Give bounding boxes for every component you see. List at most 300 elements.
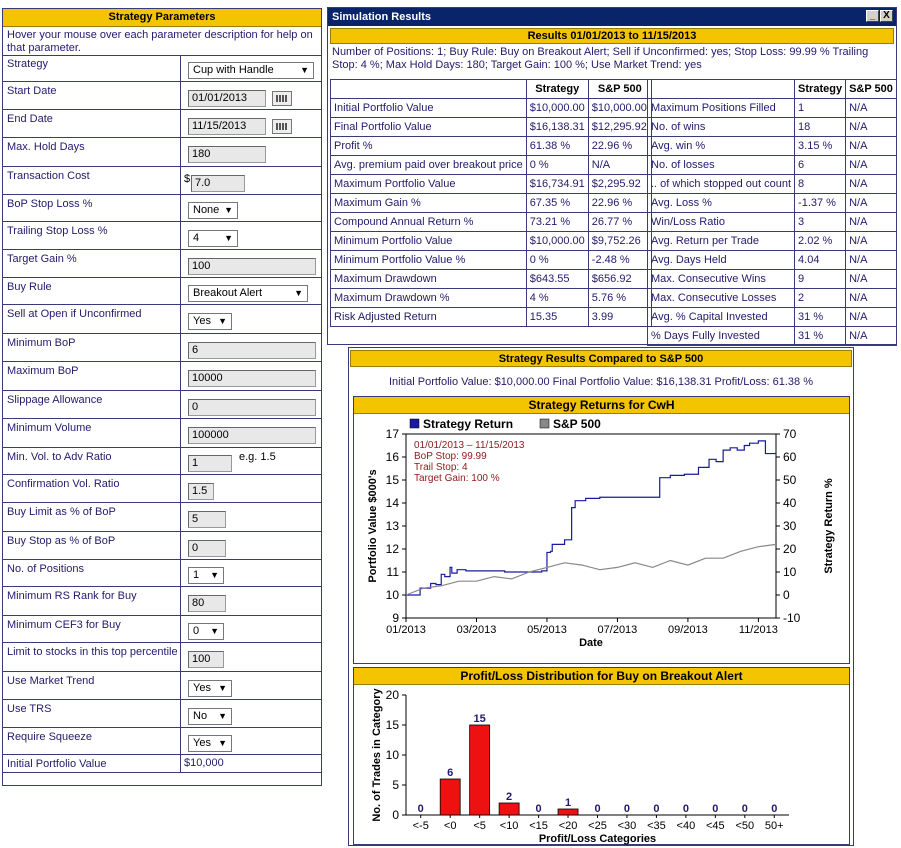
param-row-start-date bbox=[3, 82, 321, 110]
results-table-left bbox=[330, 79, 652, 327]
select-value: Yes bbox=[193, 315, 211, 327]
param-label: Confirmation Vol. Ratio bbox=[7, 478, 120, 490]
metric-value: $643.55 bbox=[526, 270, 588, 289]
metric-label: Max. Consecutive Wins bbox=[648, 270, 795, 289]
x-tick-label: <45 bbox=[706, 820, 725, 832]
metric-label: Maximum Drawdown bbox=[331, 270, 527, 289]
metric-value: N/A bbox=[846, 175, 897, 194]
maximum-bop-input[interactable]: 10000 bbox=[188, 370, 316, 387]
pl-distribution-chart-box bbox=[353, 667, 850, 845]
param-label: Minimum RS Rank for Buy bbox=[7, 590, 137, 602]
param-control-cell bbox=[180, 560, 322, 586]
table-row bbox=[331, 156, 652, 175]
table-row bbox=[648, 175, 897, 194]
metric-value: 2.02 % bbox=[795, 232, 846, 251]
metric-label: Initial Portfolio Value bbox=[331, 99, 527, 118]
param-row-no-of-positions bbox=[3, 560, 321, 587]
table-header-row bbox=[331, 80, 652, 99]
table-row bbox=[648, 289, 897, 308]
close-button[interactable]: X bbox=[880, 10, 893, 22]
no-of-positions-select[interactable] bbox=[188, 567, 224, 584]
param-label: Max. Hold Days bbox=[7, 141, 85, 153]
param-row-target-gain bbox=[3, 250, 321, 278]
metric-value: 31 % bbox=[795, 308, 846, 327]
param-label: Min. Vol. to Adv Ratio bbox=[7, 451, 112, 463]
bop-stop-loss-select[interactable] bbox=[188, 202, 238, 219]
metric-value: 6 bbox=[795, 156, 846, 175]
y-tick-label: 15 bbox=[385, 473, 399, 487]
param-row-confirmation-vol-ratio bbox=[3, 475, 321, 503]
column-header: S&P 500 bbox=[846, 80, 897, 99]
legend-label: S&P 500 bbox=[553, 417, 601, 431]
minimize-button[interactable]: _ bbox=[866, 10, 879, 22]
bar-chart-title: Profit/Loss Distribution for Buy on Breakout Alert bbox=[354, 668, 849, 685]
chevron-down-icon[interactable]: ▼ bbox=[218, 711, 227, 721]
table-row bbox=[331, 175, 652, 194]
strategy-select[interactable] bbox=[188, 62, 314, 79]
param-row-use-market-trend bbox=[3, 672, 321, 700]
metric-label: Maximum Gain % bbox=[331, 194, 527, 213]
metric-value: 31 % bbox=[795, 327, 846, 346]
metric-value: 0 % bbox=[526, 156, 588, 175]
metric-value: 61.38 % bbox=[526, 137, 588, 156]
metric-value: N/A bbox=[846, 213, 897, 232]
metric-value: $2,295.92 bbox=[588, 175, 651, 194]
x-tick-label: <35 bbox=[647, 820, 666, 832]
chevron-down-icon[interactable]: ▼ bbox=[218, 683, 227, 693]
buy-rule-select[interactable] bbox=[188, 285, 308, 302]
y-tick-label: 20 bbox=[385, 688, 399, 702]
param-control-cell bbox=[180, 362, 322, 390]
table-row bbox=[648, 232, 897, 251]
sim-window-title: Simulation Results bbox=[332, 11, 432, 23]
chevron-down-icon[interactable]: ▼ bbox=[300, 65, 309, 75]
param-control-cell bbox=[180, 532, 322, 559]
metric-value: 67.35 % bbox=[526, 194, 588, 213]
param-control-cell bbox=[180, 728, 322, 754]
sell-at-open-if-unconfirmed-select[interactable] bbox=[188, 313, 232, 330]
buy-limit-as-of-bop-input[interactable]: 5 bbox=[188, 511, 226, 528]
metric-value: $9,752.26 bbox=[588, 232, 651, 251]
column-header: S&P 500 bbox=[588, 80, 651, 99]
metric-label: Avg. % Capital Invested bbox=[648, 308, 795, 327]
param-label: No. of Positions bbox=[7, 563, 85, 575]
bar bbox=[470, 725, 490, 815]
table-row bbox=[331, 232, 652, 251]
results-table-right bbox=[647, 79, 897, 346]
metric-value: $10,000.00 bbox=[588, 99, 651, 118]
metric-label: Avg. premium paid over breakout price bbox=[331, 156, 527, 175]
simulation-results-window bbox=[327, 7, 897, 345]
chevron-down-icon[interactable]: ▼ bbox=[210, 570, 219, 580]
metric-label: % Days Fully Invested bbox=[648, 327, 795, 346]
metric-label: Final Portfolio Value bbox=[331, 118, 527, 137]
param-label: Use Market Trend bbox=[7, 675, 95, 687]
metric-value: N/A bbox=[846, 327, 897, 346]
target-gain-input[interactable]: 100 bbox=[188, 258, 316, 275]
minimum-bop-input[interactable]: 6 bbox=[188, 342, 316, 359]
param-row-slippage-allowance bbox=[3, 391, 321, 419]
param-row-maximum-bop bbox=[3, 362, 321, 391]
metric-value: 22.96 % bbox=[588, 194, 651, 213]
param-control-cell bbox=[180, 700, 322, 727]
metric-value: 26.77 % bbox=[588, 213, 651, 232]
metric-label: Max. Consecutive Losses bbox=[648, 289, 795, 308]
strategy-returns-chart-box bbox=[353, 396, 850, 664]
param-label: Limit to stocks in this top percentile bbox=[7, 646, 178, 658]
chevron-down-icon[interactable]: ▼ bbox=[218, 316, 227, 326]
chevron-down-icon[interactable]: ▼ bbox=[224, 233, 233, 243]
max-hold-days-input[interactable]: 180 bbox=[188, 146, 266, 163]
buy-stop-as-of-bop-input[interactable]: 0 bbox=[188, 540, 226, 557]
bar-value-label: 15 bbox=[473, 713, 486, 725]
strategy-returns-chart bbox=[354, 414, 849, 664]
metric-value: 2 bbox=[795, 289, 846, 308]
require-squeeze-select[interactable] bbox=[188, 735, 232, 752]
x-tick-label: <10 bbox=[499, 820, 519, 832]
param-control-cell bbox=[180, 82, 322, 109]
y-tick-label: 10 bbox=[385, 588, 399, 602]
bar bbox=[499, 803, 519, 815]
table-row bbox=[331, 270, 652, 289]
metric-value: N/A bbox=[846, 251, 897, 270]
bar bbox=[440, 779, 460, 815]
line-chart-title: Strategy Returns for CwH bbox=[354, 397, 849, 414]
x-tick-label: 01/2013 bbox=[386, 624, 426, 636]
bar-value-label: 2 bbox=[506, 791, 513, 803]
calendar-icon[interactable] bbox=[272, 119, 292, 134]
limit-to-stocks-in-this-top-percentile-input[interactable]: 100 bbox=[188, 651, 224, 668]
confirmation-vol-ratio-input[interactable]: 1.5 bbox=[188, 483, 214, 500]
metric-value: N/A bbox=[588, 156, 651, 175]
y-right-tick-label: 60 bbox=[783, 450, 797, 464]
table-row bbox=[648, 308, 897, 327]
param-row-max-hold-days bbox=[3, 138, 321, 167]
param-label: Minimum CEF3 for Buy bbox=[7, 619, 121, 631]
metric-label: No. of wins bbox=[648, 118, 795, 137]
select-value: None bbox=[193, 204, 220, 216]
chart-annotation: BoP Stop: 99.99 bbox=[414, 451, 487, 462]
bar-value-label: 0 bbox=[594, 803, 601, 815]
param-control-cell bbox=[180, 195, 322, 221]
metric-value: N/A bbox=[846, 232, 897, 251]
param-label: Initial Portfolio Value bbox=[7, 758, 107, 770]
y-right-tick-label: 20 bbox=[783, 542, 797, 556]
x-tick-label: 05/2013 bbox=[527, 624, 567, 636]
metric-value: 3.99 bbox=[588, 308, 651, 327]
y-tick-label: 13 bbox=[385, 519, 399, 533]
y-right-tick-label: 0 bbox=[783, 588, 790, 602]
param-control-cell bbox=[180, 250, 322, 277]
metric-value: N/A bbox=[846, 118, 897, 137]
metric-value: 15.35 bbox=[526, 308, 588, 327]
metric-value: 18 bbox=[795, 118, 846, 137]
metric-label: Avg. Days Held bbox=[648, 251, 795, 270]
y-right-tick-label: 10 bbox=[783, 565, 797, 579]
bar-value-label: 1 bbox=[564, 797, 572, 809]
param-control-cell bbox=[180, 643, 322, 671]
table-row bbox=[331, 118, 652, 137]
metric-value: N/A bbox=[846, 270, 897, 289]
table-row bbox=[331, 308, 652, 327]
param-row-bop-stop-loss bbox=[3, 195, 321, 222]
chart-annotation: 01/01/2013 – 11/15/2013 bbox=[414, 440, 525, 451]
table-row bbox=[331, 194, 652, 213]
chevron-down-icon[interactable]: ▼ bbox=[224, 205, 233, 215]
bar-value-label: 6 bbox=[447, 767, 454, 779]
sim-summary: Number of Positions: 1; Buy Rule: Buy on Breakout Alert; Sell if Unconfirmed: yes; Stop Loss: 99.99 % Trailing Stop: 4 %; Max Hold Days: 180; Target Gain: 100 %; Use Market Trend: yes bbox=[332, 46, 869, 71]
y-right-axis-label: Strategy Return % bbox=[823, 478, 835, 574]
transaction-cost-input[interactable]: 7.0 bbox=[191, 175, 245, 192]
example-hint: e.g. 1.5 bbox=[239, 451, 276, 463]
x-tick-label: <5 bbox=[473, 820, 486, 832]
param-control-cell bbox=[180, 672, 322, 699]
param-control-cell bbox=[180, 419, 322, 447]
metric-value: 3.15 % bbox=[795, 137, 846, 156]
param-label: Strategy bbox=[7, 58, 48, 70]
chart-annotation: Trail Stop: 4 bbox=[414, 462, 468, 473]
chart-annotation: Target Gain: 100 % bbox=[414, 473, 500, 484]
metric-value: 4.04 bbox=[795, 251, 846, 270]
y-right-tick-label: 50 bbox=[783, 473, 797, 487]
trailing-stop-loss-select[interactable] bbox=[188, 230, 238, 247]
param-row-trailing-stop-loss bbox=[3, 222, 321, 250]
param-control-cell bbox=[180, 167, 322, 194]
metric-value: $12,295.92 bbox=[588, 118, 651, 137]
params-title: Strategy Parameters bbox=[3, 9, 321, 27]
table-row bbox=[648, 156, 897, 175]
param-control-cell bbox=[180, 391, 322, 418]
metric-value: N/A bbox=[846, 137, 897, 156]
x-tick-label: <15 bbox=[529, 820, 548, 832]
param-label: Target Gain % bbox=[7, 253, 77, 265]
x-tick-label: <-5 bbox=[412, 820, 429, 832]
bar-value-label: 0 bbox=[417, 803, 424, 815]
metric-label: Maximum Drawdown % bbox=[331, 289, 527, 308]
y-tick-label: 12 bbox=[385, 542, 399, 556]
metric-value: $16,734.91 bbox=[526, 175, 588, 194]
metric-value: 5.76 % bbox=[588, 289, 651, 308]
param-label: Minimum Volume bbox=[7, 422, 92, 434]
param-label: BoP Stop Loss % bbox=[7, 198, 93, 210]
param-row-minimum-rs-rank-for-buy bbox=[3, 587, 321, 616]
param-label: Require Squeeze bbox=[7, 731, 93, 743]
table-row bbox=[331, 137, 652, 156]
bar-value-label: 0 bbox=[741, 803, 748, 815]
metric-value: 9 bbox=[795, 270, 846, 289]
min-vol-to-adv-ratio-input[interactable]: 1 bbox=[188, 455, 232, 472]
table-row bbox=[648, 270, 897, 289]
y-tick-label: 17 bbox=[385, 427, 399, 441]
param-label: Slippage Allowance bbox=[7, 394, 103, 406]
param-label: Minimum BoP bbox=[7, 337, 76, 349]
metric-value: N/A bbox=[846, 156, 897, 175]
param-label: Transaction Cost bbox=[7, 170, 90, 182]
metric-value: $656.92 bbox=[588, 270, 651, 289]
table-row bbox=[648, 99, 897, 118]
x-tick-label: <50 bbox=[735, 820, 755, 832]
table-row bbox=[331, 251, 652, 270]
y-tick-label: 10 bbox=[385, 748, 399, 762]
table-row bbox=[648, 213, 897, 232]
x-tick-label: <25 bbox=[588, 820, 607, 832]
metric-label: Minimum Portfolio Value bbox=[331, 232, 527, 251]
metric-value: 4 % bbox=[526, 289, 588, 308]
param-control-cell bbox=[180, 587, 322, 615]
slippage-allowance-input[interactable]: 0 bbox=[188, 399, 316, 416]
metric-label: Compound Annual Return % bbox=[331, 213, 527, 232]
chevron-down-icon[interactable]: ▼ bbox=[210, 626, 219, 636]
metric-value: 0 % bbox=[526, 251, 588, 270]
param-row-buy-stop-as-of-bop bbox=[3, 532, 321, 560]
select-value: 4 bbox=[193, 232, 200, 244]
select-value: No bbox=[193, 710, 208, 722]
metric-value: -1.37 % bbox=[795, 194, 846, 213]
y-tick-label: 16 bbox=[385, 450, 399, 464]
metric-label: No. of losses bbox=[648, 156, 795, 175]
y-tick-label: 14 bbox=[385, 496, 399, 510]
metric-value: N/A bbox=[846, 308, 897, 327]
bar-value-label: 0 bbox=[771, 803, 778, 815]
table-header-row bbox=[648, 80, 897, 99]
x-axis-label: Date bbox=[579, 637, 603, 649]
param-row-min-vol-to-adv-ratio bbox=[3, 448, 321, 475]
select-value: 0 bbox=[193, 625, 200, 637]
param-row-initial-portfolio-value bbox=[3, 755, 321, 773]
param-row-buy-rule bbox=[3, 278, 321, 305]
minimum-volume-input[interactable]: 100000 bbox=[188, 427, 316, 444]
param-row-minimum-cef3-for-buy bbox=[3, 616, 321, 643]
use-trs-select[interactable] bbox=[188, 708, 232, 725]
param-row-use-trs bbox=[3, 700, 321, 728]
legend-swatch-sp500 bbox=[540, 419, 549, 428]
calendar-icon[interactable] bbox=[272, 91, 292, 106]
metric-value: $16,138.31 bbox=[526, 118, 588, 137]
param-label: Sell at Open if Unconfirmed bbox=[7, 308, 142, 320]
param-control-cell bbox=[180, 334, 322, 361]
metric-value: 3 bbox=[795, 213, 846, 232]
currency-prefix: $ bbox=[184, 173, 191, 185]
end-date-input[interactable]: 11/15/2013 bbox=[188, 118, 266, 135]
y-right-tick-label: 30 bbox=[783, 519, 797, 533]
bar-value-label: 0 bbox=[653, 803, 660, 815]
metric-value: N/A bbox=[846, 194, 897, 213]
column-header bbox=[331, 80, 527, 99]
param-control-cell bbox=[180, 305, 322, 333]
metric-label: .. of which stopped out count bbox=[648, 175, 795, 194]
comparison-panel bbox=[348, 347, 854, 846]
metric-label: Win/Loss Ratio bbox=[648, 213, 795, 232]
results-header: Results 01/01/2013 to 11/15/2013 bbox=[330, 28, 894, 44]
x-tick-label: <30 bbox=[617, 820, 637, 832]
param-control-cell bbox=[180, 110, 322, 137]
comparison-summary: Initial Portfolio Value: $10,000.00 Final Portfolio Value: $16,138.31 Profit/Loss: 61.38 % bbox=[389, 376, 813, 388]
use-market-trend-select[interactable] bbox=[188, 680, 232, 697]
comparison-title: Strategy Results Compared to S&P 500 bbox=[350, 350, 852, 367]
metric-value: 1 bbox=[795, 99, 846, 118]
param-row-transaction-cost bbox=[3, 167, 321, 195]
metric-label: Avg. Loss % bbox=[648, 194, 795, 213]
bar bbox=[558, 809, 578, 815]
param-row-minimum-volume bbox=[3, 419, 321, 448]
table-row bbox=[648, 194, 897, 213]
x-tick-label: 50+ bbox=[764, 820, 784, 832]
param-control-cell bbox=[180, 278, 322, 304]
param-row-end-date bbox=[3, 110, 321, 138]
y-right-tick-label: 40 bbox=[783, 496, 797, 510]
select-value: Cup with Handle bbox=[193, 64, 274, 76]
params-hint: Hover your mouse over each parameter description for help on that parameter. bbox=[3, 27, 321, 56]
minimum-cef3-for-buy-select[interactable] bbox=[188, 623, 224, 640]
param-label: Buy Limit as % of BoP bbox=[7, 506, 116, 518]
x-tick-label: 11/2013 bbox=[738, 624, 778, 636]
metric-label: Minimum Portfolio Value % bbox=[331, 251, 527, 270]
y-tick-label: 0 bbox=[392, 808, 399, 822]
param-row-sell-at-open-if-unconfirmed bbox=[3, 305, 321, 334]
metric-value: 8 bbox=[795, 175, 846, 194]
column-header bbox=[648, 80, 795, 99]
param-control-cell bbox=[180, 138, 322, 166]
sim-title-bar[interactable] bbox=[328, 8, 896, 26]
strategy-parameters-panel bbox=[2, 8, 322, 786]
y-tick-label: 5 bbox=[392, 778, 399, 792]
chevron-down-icon[interactable]: ▼ bbox=[218, 738, 227, 748]
x-tick-label: <40 bbox=[676, 820, 696, 832]
metric-label: Maximum Portfolio Value bbox=[331, 175, 527, 194]
x-tick-label: 03/2013 bbox=[456, 624, 497, 636]
legend-label: Strategy Return bbox=[423, 417, 514, 431]
param-label: Buy Stop as % of BoP bbox=[7, 535, 116, 547]
x-axis-label: Profit/Loss Categories bbox=[538, 833, 657, 845]
table-row bbox=[331, 289, 652, 308]
metric-label: Maximum Positions Filled bbox=[648, 99, 795, 118]
chevron-down-icon[interactable]: ▼ bbox=[294, 288, 303, 298]
x-tick-label: 07/2013 bbox=[597, 624, 638, 636]
param-control-cell bbox=[180, 475, 322, 502]
y-tick-label: 11 bbox=[386, 565, 399, 579]
table-row bbox=[331, 99, 652, 118]
param-row-strategy bbox=[3, 55, 321, 82]
initial-portfolio-value: $10,000 bbox=[184, 757, 224, 769]
metric-label: Avg. win % bbox=[648, 137, 795, 156]
y-tick-label: 9 bbox=[392, 611, 399, 625]
param-control-cell bbox=[180, 616, 322, 642]
select-value: Yes bbox=[193, 737, 211, 749]
start-date-input[interactable]: 01/01/2013 bbox=[188, 90, 266, 107]
table-row bbox=[648, 251, 897, 270]
param-row-limit-to-stocks-in-this-top-percentile bbox=[3, 643, 321, 672]
legend-swatch-strategy bbox=[410, 419, 419, 428]
y-right-tick-label: -10 bbox=[783, 611, 801, 625]
metric-value: 73.21 % bbox=[526, 213, 588, 232]
bar-value-label: 0 bbox=[682, 803, 689, 815]
minimum-rs-rank-for-buy-input[interactable]: 80 bbox=[188, 595, 226, 612]
param-label: Use TRS bbox=[7, 703, 52, 715]
y-tick-label: 15 bbox=[385, 718, 399, 732]
table-row bbox=[648, 327, 897, 346]
column-header: Strategy bbox=[795, 80, 846, 99]
pl-distribution-chart bbox=[354, 685, 849, 845]
column-header: Strategy bbox=[526, 80, 588, 99]
metric-label: Profit % bbox=[331, 137, 527, 156]
param-label: End Date bbox=[7, 113, 53, 125]
table-row bbox=[648, 118, 897, 137]
y-axis-label: No. of Trades in Category bbox=[371, 688, 383, 822]
metric-label: Risk Adjusted Return bbox=[331, 308, 527, 327]
param-row-minimum-bop bbox=[3, 334, 321, 362]
param-control-cell bbox=[180, 503, 322, 531]
param-control-cell bbox=[180, 55, 322, 81]
